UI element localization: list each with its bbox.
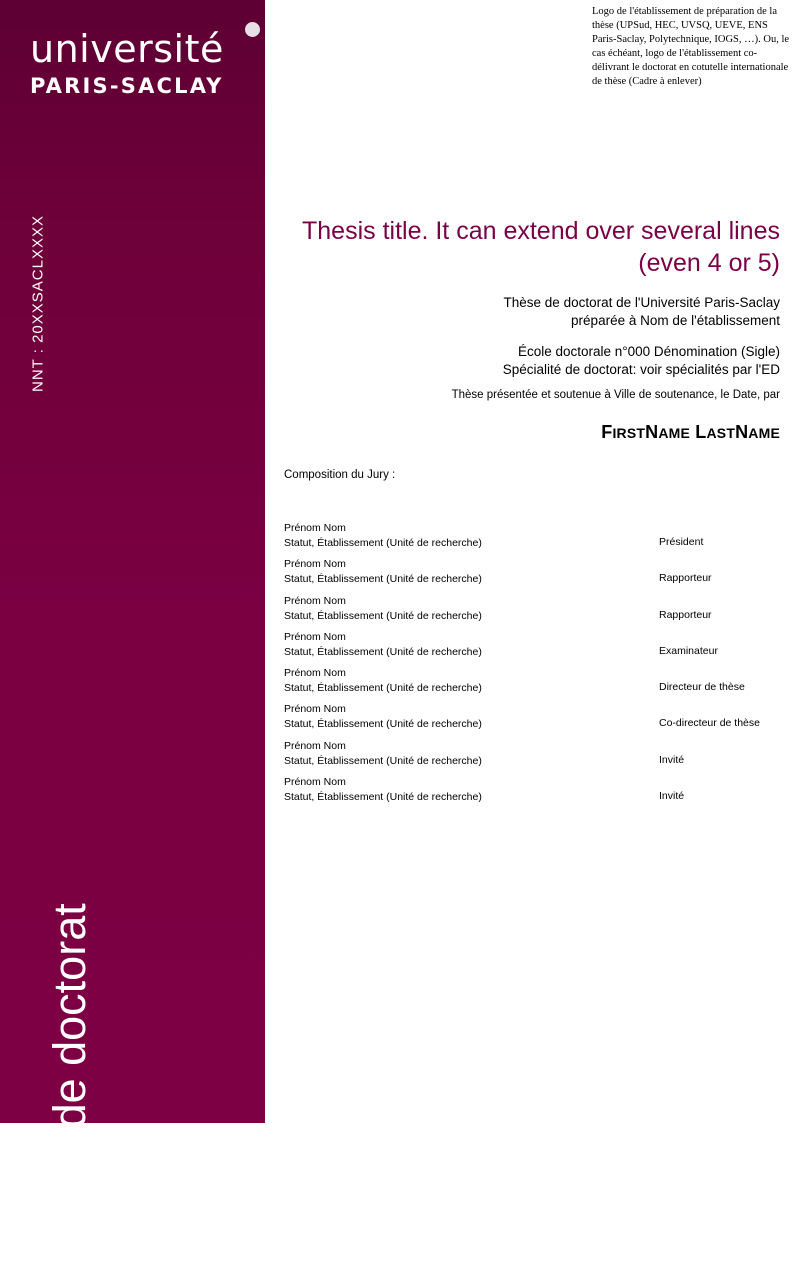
jury-row	[284, 666, 784, 702]
jury-row	[284, 775, 784, 811]
defense-line: Thèse présentée et soutenue à Ville de soutenance, le Date, par	[451, 389, 780, 401]
jury-member-name: Prénom Nom	[284, 594, 346, 607]
jury-member-affiliation: Statut, Établissement (Unité de recherche)	[284, 609, 482, 622]
jury-member-affiliation: Statut, Établissement (Unité de recherche)	[284, 790, 482, 803]
logo-dot-icon	[245, 22, 260, 37]
jury-member-role: Invité	[659, 753, 685, 766]
thesis-vertical-label: Thèse de doctorat	[44, 903, 95, 1266]
jury-row	[284, 630, 784, 666]
jury-member-info	[284, 666, 482, 696]
author-last-initial: L	[695, 422, 707, 442]
jury-member-role: Co-directeur de thèse	[659, 717, 760, 730]
jury-member-name: Prénom Nom	[284, 522, 346, 534]
doctoral-school	[280, 343, 780, 379]
author-last-rest: AST	[706, 425, 736, 441]
logo-main-text: université	[30, 27, 224, 71]
jury-member-role: Rapporteur	[659, 608, 712, 621]
jury-member-role: Examinateur	[659, 644, 718, 657]
jury-member-role: Invité	[659, 790, 685, 803]
thesis-title: Thesis title. It can extend over several lines (even 4 or 5)	[301, 217, 780, 277]
logo-sub-text: PARIS-SACLAY	[30, 74, 224, 98]
jury-member-name: Prénom Nom	[284, 776, 346, 789]
jury-member-name: Prénom Nom	[284, 558, 346, 571]
doctorate-line-1: Thèse de doctorat de l'Université Paris-Saclay	[503, 295, 780, 310]
jury-row	[284, 594, 784, 630]
school-line-2: Spécialité de doctorat: voir spécialités par l'ED	[502, 362, 780, 378]
jury-member-affiliation: Statut, Établissement (Unité de recherche)	[284, 754, 482, 767]
jury-member-affiliation: Statut, Établissement (Unité de recherche)	[284, 573, 482, 586]
jury-member-info	[284, 739, 482, 769]
university-logo	[30, 27, 265, 98]
jury-member-info	[284, 521, 482, 551]
author-first-rest-2: AME	[658, 425, 691, 441]
jury-member-info	[284, 557, 482, 587]
jury-member-info	[284, 630, 482, 660]
jury-list	[284, 521, 784, 811]
jury-member-info	[284, 594, 482, 624]
jury-member-name: Prénom Nom	[284, 667, 346, 680]
jury-heading: Composition du Jury :	[284, 469, 396, 481]
jury-member-name: Prénom Nom	[284, 630, 346, 643]
jury-row	[284, 521, 784, 557]
jury-member-affiliation: Statut, Établissement (Unité de recherche)	[284, 718, 482, 731]
logo-placeholder-note: Logo de l'établissement de préparation de la thèse (UPSud, HEC, UVSQ, UEVE, ENS Paris-Saclay, Polytechnique, IOGS, …). Ou, le cas échéant, logo de l'établissement co-délivrant le doctorat en cotutelle internationale de thèse (Cadre à enlever)	[592, 6, 790, 87]
author-first-initial-2: N	[645, 422, 659, 442]
doctorate-line-2: préparée à Nom de l'établissement	[571, 313, 780, 329]
jury-row	[284, 557, 784, 593]
school-line-1: École doctorale n°000 Dénomination (Sigle)	[517, 344, 780, 359]
jury-member-info	[284, 702, 482, 732]
left-purple-band	[0, 0, 265, 1266]
jury-member-name: Prénom Nom	[284, 739, 346, 752]
jury-member-role: Président	[659, 536, 704, 548]
nnt-number: NNT : 20XXSACLXXXX	[29, 215, 47, 392]
jury-member-role: Rapporteur	[659, 572, 712, 585]
author-last-initial-2: N	[735, 422, 749, 442]
author-first-rest: IRST	[612, 425, 646, 441]
jury-member-affiliation: Statut, Établissement (Unité de recherche)	[284, 536, 482, 549]
jury-member-name: Prénom Nom	[284, 703, 346, 716]
jury-member-role: Directeur de thèse	[659, 681, 745, 694]
jury-row	[284, 739, 784, 775]
author-last-rest-2: AME	[748, 425, 780, 441]
doctorate-affiliation	[280, 294, 780, 330]
author-name	[280, 422, 780, 443]
jury-row	[284, 702, 784, 738]
jury-member-affiliation: Statut, Établissement (Unité de recherche)	[284, 645, 482, 658]
author-first-initial: F	[601, 422, 613, 442]
jury-member-info	[284, 775, 482, 805]
jury-member-affiliation: Statut, Établissement (Unité de recherche)	[284, 682, 482, 695]
cover-content	[265, 0, 794, 1123]
